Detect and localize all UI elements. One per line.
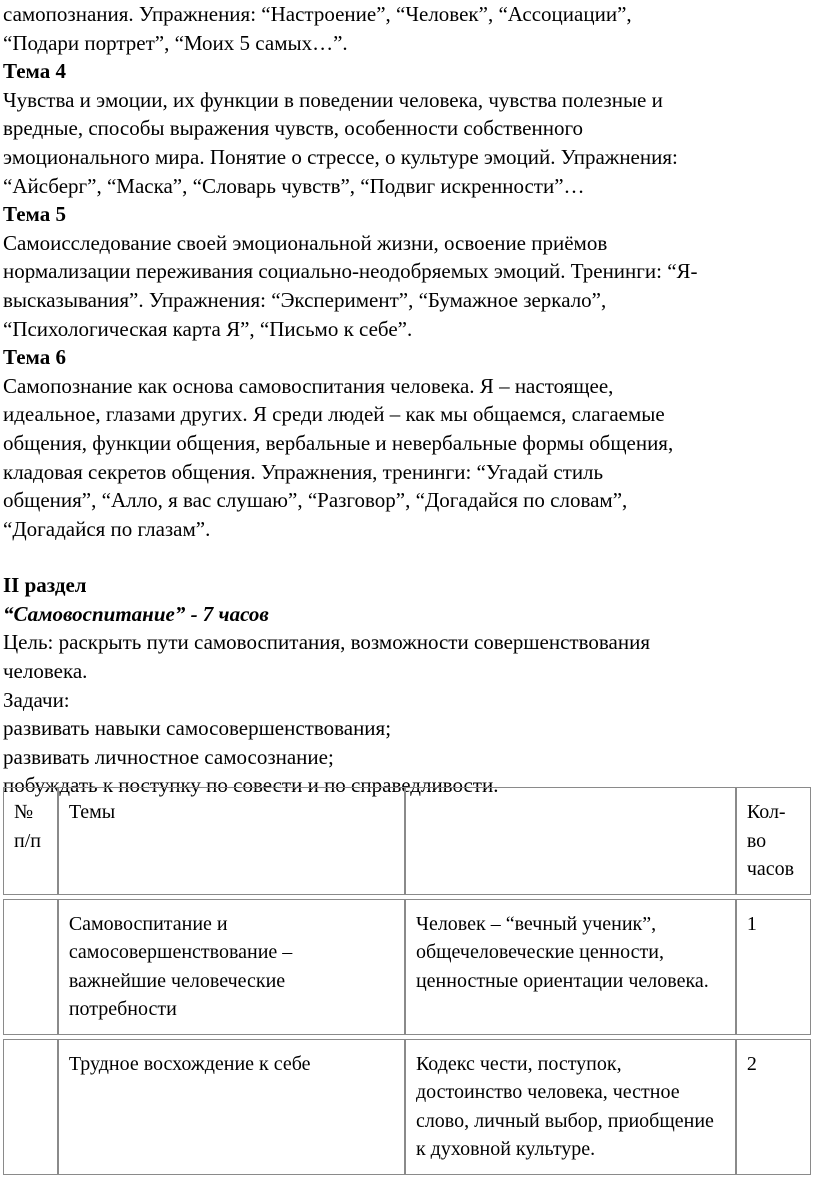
topics-table <box>3 787 811 1175</box>
section-2-heading: II раздел <box>3 573 87 598</box>
cell-num <box>3 1039 58 1175</box>
tasks-label: Задачи: <box>3 687 70 712</box>
blank-line <box>3 543 815 571</box>
table-row <box>3 899 811 1035</box>
goal-line: человека. <box>3 659 88 684</box>
cell-topic: Самовоспитание и самосовершенствование – важнейшие человеческие потребности <box>58 899 405 1035</box>
cell-hours: 1 <box>736 899 811 1035</box>
cell-hours: 2 <box>736 1039 811 1175</box>
text-line: Самоисследование своей эмоциональной жизни, освоение приёмов <box>3 230 608 255</box>
topic-4-heading: Тема 4 <box>3 59 66 84</box>
text-line: общения”, “Алло, я вас слушаю”, “Разговор”, “Догадайся по словам”, <box>3 488 628 513</box>
header-extra <box>405 787 736 895</box>
text-line: “Подари портрет”, “Моих 5 самых…”. <box>3 30 348 55</box>
text-line: общения, функции общения, вербальные и невербальные формы общения, <box>3 430 674 455</box>
text-line: кладовая секретов общения. Упражнения, тренинги: “Угадай стиль <box>3 459 604 484</box>
text-line: “Психологическая карта Я”, “Письмо к себе”. <box>3 316 413 341</box>
text-line: самопознания. Упражнения: “Настроение”, “Человек”, “Ассоциации”, <box>3 2 632 26</box>
header-num: № п/п <box>3 787 58 895</box>
table-header-row <box>3 787 811 895</box>
task-item: развивать навыки самосовершенствования; <box>3 716 392 741</box>
task-item: побуждать к поступку по совести и по справедливости. <box>3 773 499 798</box>
document-body <box>3 0 815 800</box>
goal-line: Цель: раскрыть пути самовоспитания, возможности совершенствования <box>3 630 650 655</box>
task-item: развивать личностное самосознание; <box>3 744 334 769</box>
header-topics: Темы <box>58 787 405 895</box>
text-line: Чувства и эмоции, их функции в поведении человека, чувства полезные и <box>3 87 663 112</box>
text-line: нормализации переживания социально-неодобряемых эмоций. Тренинги: “Я- <box>3 259 698 284</box>
cell-content: Кодекс чести, поступок, достоинство человека, честное слово, личный выбор, приобщение к духовной культуре. <box>405 1039 736 1175</box>
text-line: “Айсберг”, “Маска”, “Словарь чувств”, “Подвиг искренности”… <box>3 173 585 198</box>
topic-5-heading: Тема 5 <box>3 202 66 227</box>
text-line: идеальное, глазами других. Я среди людей – как мы общаемся, слагаемые <box>3 402 665 427</box>
text-line: высказывания”. Упражнения: “Эксперимент”, “Бумажное зеркало”, <box>3 287 607 312</box>
cell-content: Человек – “вечный ученик”, общечеловеческие ценности, ценностные ориентации человека. <box>405 899 736 1035</box>
text-line: вредные, способы выражения чувств, особенности собственного <box>3 116 584 141</box>
header-hours: Кол-во часов <box>736 787 811 895</box>
section-2-subtitle: “Самовоспитание” - 7 часов <box>3 601 269 626</box>
cell-topic: Трудное восхождение к себе <box>58 1039 405 1175</box>
cell-num <box>3 899 58 1035</box>
table-row <box>3 1039 811 1175</box>
text-line: “Догадайся по глазам”. <box>3 516 211 541</box>
text-line: эмоционального мира. Понятие о стрессе, о культуре эмоций. Упражнения: <box>3 144 678 169</box>
topic-6-heading: Тема 6 <box>3 345 66 370</box>
text-line: Самопознание как основа самовоспитания человека. Я – настоящее, <box>3 373 614 398</box>
